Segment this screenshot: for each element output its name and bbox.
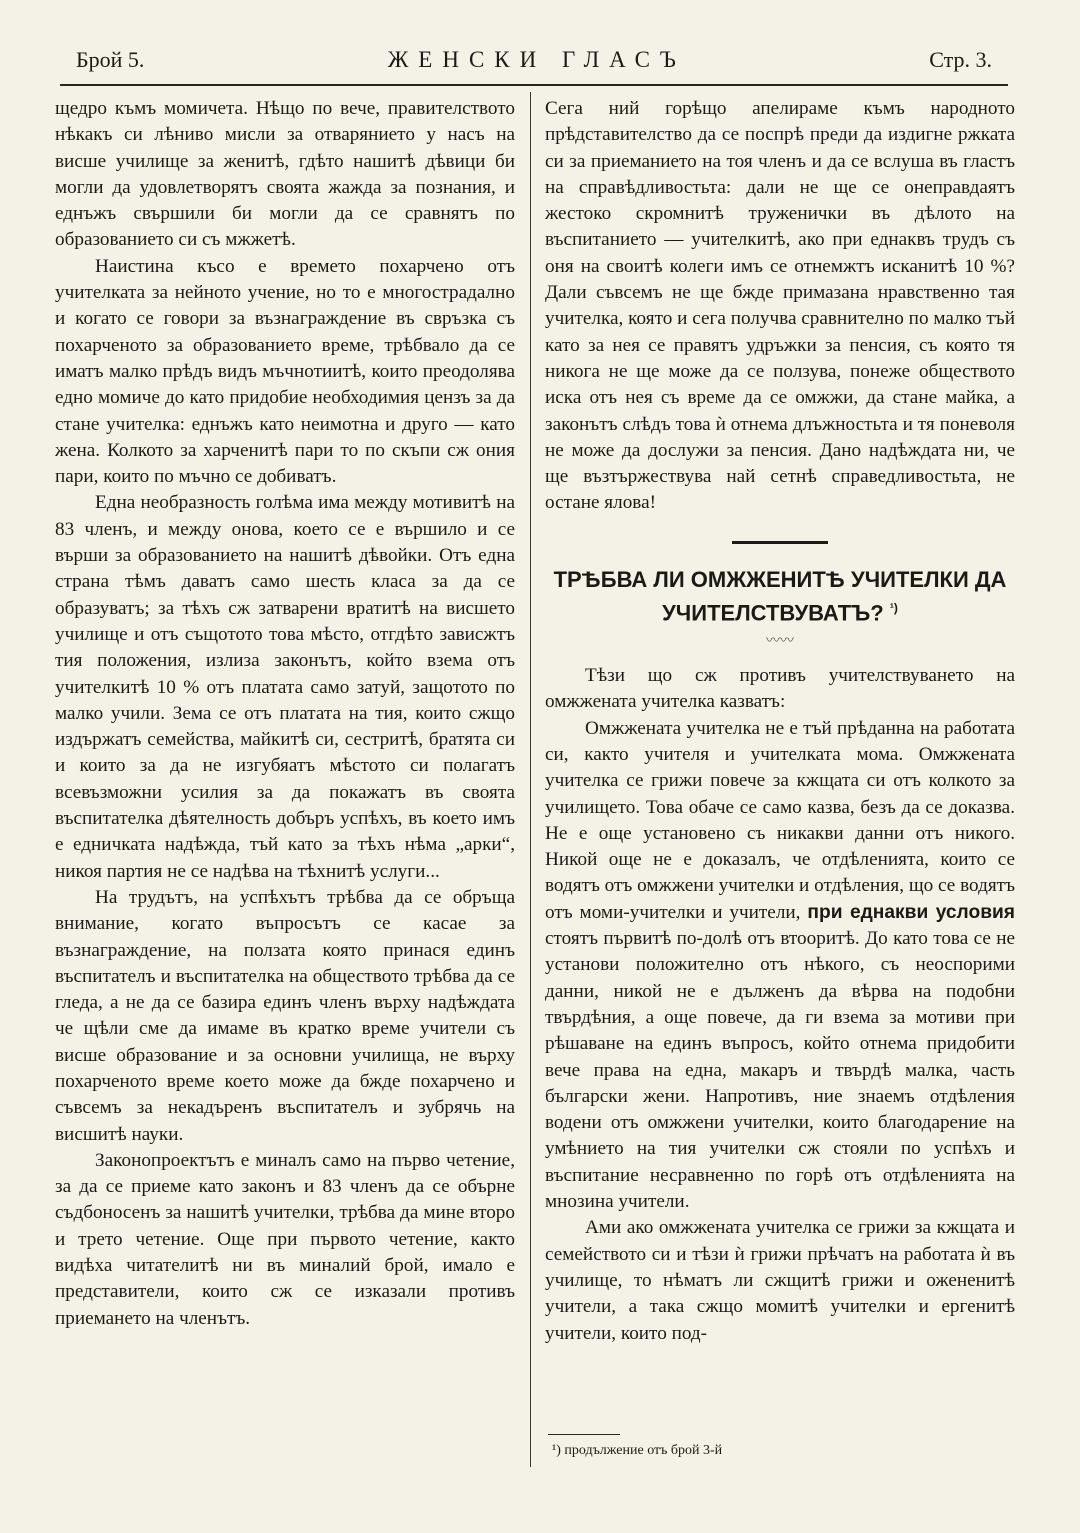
paragraph: Тѣзи що сж противъ учителствуването на омжжената учителка казватъ: — [545, 665, 1015, 713]
right-column — [545, 96, 1015, 1347]
footnote-marker: ¹) — [889, 600, 898, 615]
paragraph: щедро къмъ момичета. Нѣщо по вече, правителството нѣкакъ си лѣниво мисли за отварянието у насъ на висше училище за женитѣ, гдѣто нашитѣ дѣвици би могли да удовлетворятъ своята жажда за познания, и еднъжъ свършили би могли да се сравнятъ по образованието си съ мжжетѣ. — [55, 98, 515, 251]
column-divider — [530, 92, 531, 1467]
issue-number: Брой 5. — [76, 47, 145, 72]
paragraph: Ами ако омжжената учителка се грижи за кжщата и семейството си и тѣзи ѝ грижи прѣчатъ на работата ѝ въ училище, то нѣматъ ли сжщитѣ грижи и ожененитѣ учители, а така сжщо момитѣ учителки и ергенитѣ учители, които под- — [545, 1217, 1015, 1344]
left-column — [55, 96, 515, 1332]
paragraph: Сега ний горѣщо апелираме къмъ народното прѣдставителство да се поспрѣ преди да издигне ржката си за приеманието на тоя членъ и да се вслуша въ гластъ на справѣдливостьта: дали не ще се онеправдаятъ жестоко скромнитѣ труженички въ дѣлото на въспитанието — учителкитѣ, ако при еднаквъ трудъ съ оня на своитѣ колеги имъ се отнемжтъ исканитѣ 10 %? Дали съвсемъ не ще бжде примазана нравственно тая учителка, която и сега получва сравнително по малко тъй като за нея се правятъ удръжки за пенсия, съ която тя никога не ще може да се ползува, понеже обществото иска отъ нея съ време да се омжжи, да стане майка, а законътъ слѣдъ това ѝ отнема длъжностьта и тя поневоля не може да дослужи за пенсия. Дано надѣждата ни, че ще възтържествува най сетнѣ справедливостьта, не остане ялова! — [545, 98, 1015, 514]
paragraph — [545, 716, 1015, 1216]
article-heading — [545, 566, 1015, 627]
page-header — [76, 40, 992, 80]
paragraph: На трудътъ, на успѣхътъ трѣбва да се обръща внимание, когато въпросътъ се касае за възнаграждение, на ползата която принася единъ въспитателъ и въспитателка на обществото трѣбва да се гледа, а не да се базира единъ членъ върху надѣждата че щѣли сме да имаме въ кратко време учители съ висше образование и за основни училища, не върху похарченото време което може да бжде похарчено и съвсемъ за некадъренъ въспитателъ и зубрячь на висшитѣ науки. — [55, 886, 515, 1145]
newspaper-title: ЖЕНСКИ ГЛАСЪ — [387, 47, 686, 72]
heading-line-1: ТРѢБВА ЛИ ОМЖЖЕНИТѢ УЧИТЕЛКИ ДА — [553, 566, 1007, 592]
paragraph: Законопроектътъ е миналъ само на първо четение, за да се приеме като законъ и 83 членъ да се обърне съдбоносенъ за нашитѣ учителки, трѣбва да мине второ и трето четение. Още при първото четение, както видѣха читателитѣ ни въ миналий брой, имало е представители, които сж се изказали противъ приемането на членътъ. — [55, 1149, 515, 1329]
paragraph: Наистина късо е времето похарчено отъ учителката за нейното учение, но то е многострадално и когато се говори за възнаграждение въ свръзка съ похарченото за образованието време, трѣбвало да се иматъ малко прѣдъ видъ мъчнотиитѣ, които преодолява едно момиче до като придобие необходимия цензъ за да стане учителка: еднъжъ като неимотна и друго — като жена. Колкото за харченитѣ пари то по скъпи сж ония пари, които по мъчно се добиватъ. — [55, 255, 515, 488]
paragraph-text: Омжжената учителка не е тъй прѣданна на работата си, както учителя и учителката мома. Омжжената учителка се грижи повече за кжщата си отъ колкото за училището. Това обаче се само казва, безъ да се доказва. Не е още установено съ никакви данни отъ никого. Никой още не е доказалъ, че отдѣленията, които се водятъ отъ омжжени учителки и отдѣления, що се водятъ отъ моми-учителки и учители, — [545, 717, 1015, 923]
footnote-rule — [548, 1434, 620, 1435]
footnote: ¹) продължение отъ брой 3-й — [552, 1443, 723, 1458]
page-number: Стр. 3. — [929, 47, 992, 72]
section-divider — [732, 541, 828, 544]
header-rule — [60, 84, 1008, 86]
emphasis-text: при еднакви условия — [807, 901, 1016, 923]
paragraph: Една необразность голѣма има между мотивитѣ на 83 членъ, и между онова, което се е вършило и се върши за образованието на нашитѣ дѣвойки. Отъ една страна тѣмъ даватъ само шесть класа за да се образуватъ; за тѣхъ сж затварени вратитѣ на висшето училище и отъ същотото това мѣсто, отгдѣто зависжтъ тия положения, излиза законътъ, който взема отъ учителкитѣ 10 % отъ платата само затуй, защотото по малко учили. Зема се отъ платата на тия, които сжщо издържатъ семейства, майкитѣ си, сестритѣ, братята си и които за да не изгубяатъ мѣстото си полагатъ всевъзможни усилия за да покажатъ въ своята въспитателка дѣятелность добъръ успѣхъ, въ което имъ е едничката надѣжда, тъй като за тѣхъ нѣма „арки“, никоя партия не се надѣва на тѣхнитѣ услуги... — [55, 492, 515, 882]
paragraph-text: стоятъ първитѣ по-долѣ отъ втооритѣ. До като това се не установи положително отъ нѣкого, съ неоспорими данни, никой не е дълженъ да вѣрва на подобни твърдѣния, а още повече, да ги взема за мотиви при рѣшаване на единъ въпросъ, който отнема придобити вече права на една, макаръ и твърдѣ малка, часть български жени. Напротивъ, ние знаемъ отдѣления водени отъ омжжени учителки, които благодарение на умѣнието на тия учителки сж стояли по успѣхъ и въспитание несравненно по горѣ отъ отдѣленията на мнозина учители. — [545, 928, 1015, 1213]
ornament-squiggle: 〰〰 — [766, 634, 794, 650]
heading-line-2: УЧИТЕЛСТВУВАТЪ? — [662, 600, 884, 626]
